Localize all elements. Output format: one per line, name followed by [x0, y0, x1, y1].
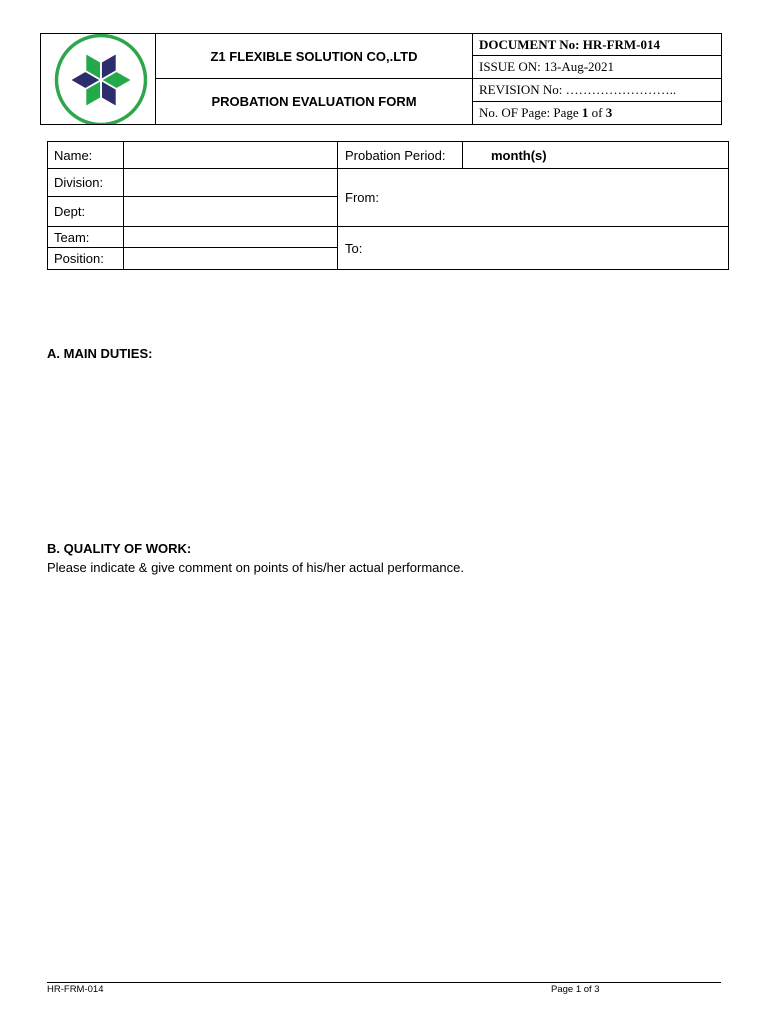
footer-divider [47, 982, 721, 983]
document-header [40, 33, 722, 125]
division-value-cell [124, 169, 338, 197]
team-label: Team: [48, 227, 124, 248]
revision-number: REVISION No: …………………….. [473, 79, 722, 102]
quality-of-work-instruction: Please indicate & give comment on points of his/her actual performance. [47, 560, 464, 575]
page-count [473, 102, 722, 125]
company-logo [41, 34, 155, 125]
page-current: 1 [581, 105, 589, 120]
position-value-cell [124, 248, 338, 270]
name-label: Name: [48, 142, 124, 169]
footer-doc-code: HR-FRM-014 [47, 984, 104, 995]
team-value-cell [124, 227, 338, 248]
page-total: 3 [605, 105, 613, 120]
position-label: Position: [48, 248, 124, 270]
issue-date: ISSUE ON: 13-Aug-2021 [473, 56, 722, 79]
dept-value-cell [124, 197, 338, 227]
probation-period-label: Probation Period: [338, 142, 463, 169]
form-title: PROBATION EVALUATION FORM [156, 79, 473, 125]
dept-label: Dept: [48, 197, 124, 227]
employee-info-table [47, 141, 729, 270]
division-label: Division: [48, 169, 124, 197]
footer-page-number: Page 1 of 3 [551, 984, 600, 995]
to-label: To: [338, 227, 729, 270]
page-of: of [591, 105, 603, 120]
logo-cell [41, 34, 156, 125]
probation-unit: month(s) [463, 142, 729, 169]
document-number: DOCUMENT No: HR-FRM-014 [473, 34, 722, 56]
main-duties-heading: A. MAIN DUTIES: [47, 346, 153, 361]
quality-of-work-heading: B. QUALITY OF WORK: [47, 541, 192, 556]
company-name: Z1 FLEXIBLE SOLUTION CO,.LTD [156, 34, 473, 79]
page-count-label: No. OF Page: Page [479, 105, 579, 120]
name-value-cell [124, 142, 338, 169]
from-label: From: [338, 169, 729, 227]
